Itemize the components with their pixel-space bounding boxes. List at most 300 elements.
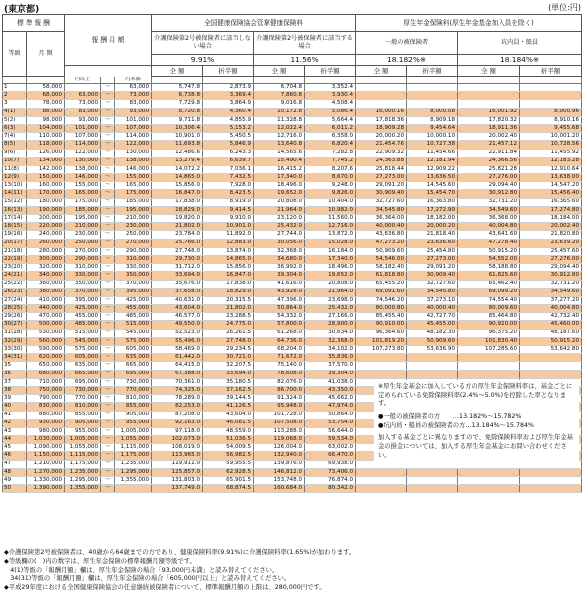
pension-full-cell: 18,909.28	[356, 124, 407, 132]
tilde-cell: ～	[101, 264, 115, 272]
note-text-1: ※厚生年金基金に加入している方の厚生年金保険料率は、基金ごとに定められている免除保険料率(2.4%～5.0%)を控除した率となります。	[378, 383, 573, 408]
mine-full-cell: 18,911.36	[458, 124, 520, 132]
grade-cell: 11(8)	[3, 165, 27, 173]
health-full-cell: 17,838.0	[152, 198, 203, 206]
tilde-cell: ～	[101, 321, 115, 329]
tilde-cell: ～	[101, 354, 115, 362]
grade-cell: 15(12)	[3, 198, 27, 206]
remun-upper-cell: 350,000	[115, 272, 152, 280]
tilde-cell: ～	[101, 92, 115, 100]
remun-upper-cell	[115, 485, 152, 493]
remun-lower-cell: 83,000	[65, 108, 101, 116]
table-row	[3, 100, 582, 108]
health-full-cell: 61,442.0	[152, 354, 203, 362]
grade-cell: 30(27)	[3, 321, 27, 329]
full-amount-header: 全 額	[152, 66, 203, 77]
table-row	[3, 149, 582, 157]
remun-lower-cell: 730,000	[65, 386, 101, 394]
std-monthly-cell: 440,000	[27, 305, 65, 313]
mine-half-cell: 17,274.80	[520, 206, 582, 214]
grade-cell: 46	[3, 452, 27, 460]
table-row	[3, 198, 582, 206]
health-care-half-cell: 56,644.0	[305, 427, 356, 435]
std-monthly-cell: 560,000	[27, 337, 65, 345]
remun-lower-cell: 370,000	[65, 288, 101, 296]
health-care-full-cell: 7,860.8	[254, 92, 305, 100]
health-half-cell: 3,864.9	[203, 100, 254, 108]
tilde-cell: ～	[101, 133, 115, 141]
grade-cell: 50	[3, 485, 27, 493]
health-insurance-header: 全国健康保険協会管掌健康保険料	[152, 15, 356, 32]
remun-upper-cell: 905,000	[115, 411, 152, 419]
std-monthly-cell: 110,000	[27, 133, 65, 141]
grade-cell: 39	[3, 395, 27, 403]
tilde-cell: ～	[101, 477, 115, 485]
remun-upper-cell: 515,000	[115, 321, 152, 329]
grade-cell: 5(2)	[3, 116, 27, 124]
health-care-full-cell: 34,680.0	[254, 255, 305, 263]
tilde-cell: ～	[101, 436, 115, 444]
std-monthly-cell: 320,000	[27, 264, 65, 272]
health-full-cell: 13,279.4	[152, 157, 203, 165]
std-monthly-cell: 160,000	[27, 182, 65, 190]
table-row	[3, 321, 582, 329]
full-half-row	[3, 66, 582, 77]
health-half-cell: 6,639.7	[203, 157, 254, 165]
remun-lower-cell: 73,000	[65, 100, 101, 108]
remun-upper-cell: 230,000	[115, 223, 152, 231]
health-half-cell: 27,748.0	[203, 337, 254, 345]
remun-upper-cell: 122,000	[115, 141, 152, 149]
remun-upper-cell: 545,000	[115, 329, 152, 337]
tilde-cell: ～	[101, 239, 115, 247]
table-row	[3, 313, 582, 321]
mine-half-cell: 16,365.60	[520, 198, 582, 206]
mine-half-cell: 12,183.28	[520, 157, 582, 165]
grade-cell: 22(19)	[3, 255, 27, 263]
grade-cell: 4(1)	[3, 108, 27, 116]
half-amount-header: 折半額	[407, 66, 458, 77]
remun-lower-cell: 155,000	[65, 182, 101, 190]
mine-full-cell: 27,276.00	[458, 174, 520, 182]
tilde-cell: ～	[101, 468, 115, 476]
std-monthly-cell: 1,150,000	[27, 452, 65, 460]
tilde-cell: ～	[101, 280, 115, 288]
tilde-cell: ～	[101, 346, 115, 354]
pension-half-cell	[407, 362, 458, 370]
health-care-half-cell: 50,864.0	[305, 411, 356, 419]
mine-half-cell: 10,728.56	[520, 141, 582, 149]
tilde-cell: ～	[101, 247, 115, 255]
pension-full-cell: 24,363.88	[356, 157, 407, 165]
health-half-cell: 4,360.4	[203, 108, 254, 116]
health-care-full-cell: 153,748.0	[254, 477, 305, 485]
health-care-full-cell: 21,964.0	[254, 206, 305, 214]
grade-cell: 25(22)	[3, 280, 27, 288]
health-full-cell: 10,306.4	[152, 124, 203, 132]
remun-lower-cell: 230,000	[65, 231, 101, 239]
health-care-half-cell: 11,560.0	[305, 215, 356, 223]
remun-upper-cell: 290,000	[115, 247, 152, 255]
remun-lower-cell: 810,000	[65, 403, 101, 411]
remun-lower-cell: 545,000	[65, 337, 101, 345]
remun-lower-cell: 185,000	[65, 206, 101, 214]
health-half-cell: 18,829.0	[203, 288, 254, 296]
health-care-half-cell: 3,930.4	[305, 92, 356, 100]
pension-half-cell: 53,636.90	[407, 346, 458, 354]
health-care-full-cell: 75,140.0	[254, 362, 305, 370]
health-full-cell: 31,712.0	[152, 264, 203, 272]
remun-upper-cell: 130,000	[115, 149, 152, 157]
mine-full-cell: 21,457.12	[458, 141, 520, 149]
health-care-full-cell: 13,640.8	[254, 141, 305, 149]
tilde-cell: ～	[101, 288, 115, 296]
tilde-cell: ～	[101, 157, 115, 165]
health-half-cell: 23,288.5	[203, 313, 254, 321]
health-care-half-cell: 8,207.6	[305, 165, 356, 173]
mine-half-cell: 25,457.60	[520, 247, 582, 255]
monthly-amount-header: 月 額	[27, 32, 65, 77]
table-row	[3, 108, 582, 116]
health-full-cell: 10,901.0	[152, 133, 203, 141]
remun-upper-cell: 83,000	[115, 100, 152, 108]
tilde-cell: ～	[101, 206, 115, 214]
pension-half-cell: 8,909.18	[407, 116, 458, 124]
mine-full-cell: 16,001.92	[458, 108, 520, 116]
health-full-cell: 102,073.0	[152, 436, 203, 444]
std-monthly-cell: 200,000	[27, 215, 65, 223]
tilde-cell: ～	[101, 272, 115, 280]
health-full-cell: 78,289.0	[152, 395, 203, 403]
remun-lower-cell: 515,000	[65, 329, 101, 337]
remun-lower-cell: 270,000	[65, 247, 101, 255]
remun-upper-cell: 107,000	[115, 124, 152, 132]
table-row	[3, 485, 582, 493]
health-care-half-cell: 43,350.0	[305, 386, 356, 394]
table-row	[3, 280, 582, 288]
health-full-cell: 12,486.6	[152, 149, 203, 157]
health-care-half-cell: 18,496.0	[305, 264, 356, 272]
pension-fund-note	[374, 380, 579, 468]
health-care-half-cell: 69,938.0	[305, 460, 356, 468]
remun-upper-cell: 73,000	[115, 92, 152, 100]
mine-half-cell: 53,642.80	[520, 346, 582, 354]
health-care-full-cell: 10,172.8	[254, 108, 305, 116]
tilde-cell: ～	[101, 182, 115, 190]
grade-cell: 19(16)	[3, 231, 27, 239]
std-monthly-cell: 98,000	[27, 116, 65, 124]
remun-upper-cell: 955,000	[115, 419, 152, 427]
health-care-full-cell: 61,268.0	[254, 329, 305, 337]
health-full-cell: 25,766.0	[152, 239, 203, 247]
grade-cell: 18(15)	[3, 223, 27, 231]
health-full-cell: 43,604.0	[152, 305, 203, 313]
grade-cell: 17(14)	[3, 215, 27, 223]
tilde-cell: ～	[101, 190, 115, 198]
grade-cell: 24(21)	[3, 272, 27, 280]
health-care-full-cell: 14,565.6	[254, 149, 305, 157]
health-half-cell: 65,901.5	[203, 477, 254, 485]
health-full-cell: 5,747.8	[152, 84, 203, 92]
mine-full-cell	[458, 477, 520, 485]
tilde-cell: ～	[101, 395, 115, 403]
table-row	[3, 247, 582, 255]
mine-full-cell: 25,821.28	[458, 165, 520, 173]
mine-half-cell	[520, 362, 582, 370]
table-row	[3, 477, 582, 485]
health-care-full-cell: 54,332.0	[254, 313, 305, 321]
std-monthly-cell: 126,000	[27, 149, 65, 157]
pension-half-cell: 45,455.00	[407, 321, 458, 329]
std-monthly-cell: 590,000	[27, 346, 65, 354]
pension-half-cell: 32,727.60	[407, 280, 458, 288]
tilde-cell: ～	[101, 362, 115, 370]
grade-cell: 26(23)	[3, 288, 27, 296]
remun-upper-cell: 270,000	[115, 239, 152, 247]
table-row	[3, 239, 582, 247]
health-care-half-cell: 6,011.2	[305, 124, 356, 132]
remun-lower-cell: 855,000	[65, 411, 101, 419]
table-row	[3, 370, 582, 378]
pension-full-cell: 22,909.32	[356, 149, 407, 157]
health-half-cell: 16,847.0	[203, 272, 254, 280]
std-monthly-cell: 360,000	[27, 280, 65, 288]
health-care-half-cell: 34,102.0	[305, 346, 356, 354]
health-care-full-cell: 15,490.4	[254, 157, 305, 165]
remun-upper-cell: 310,000	[115, 255, 152, 263]
health-care-half-cell: 66,470.0	[305, 452, 356, 460]
remun-lower-cell: 101,000	[65, 124, 101, 132]
mine-full-cell: 50,915.20	[458, 247, 520, 255]
pension-half-cell	[407, 485, 458, 493]
mine-half-cell: 34,549.60	[520, 288, 582, 296]
remun-upper-cell: 485,000	[115, 313, 152, 321]
rate-mine: 18.184%※	[458, 55, 582, 66]
mine-full-cell: 47,278.40	[458, 239, 520, 247]
pension-full-cell: 80,000.80	[356, 305, 407, 313]
remun-lower-cell: 955,000	[65, 427, 101, 435]
std-monthly-cell: 68,000	[27, 92, 65, 100]
std-monthly-cell: 500,000	[27, 321, 65, 329]
health-care-full-cell: 50,864.0	[254, 305, 305, 313]
table-row	[3, 231, 582, 239]
health-full-cell: 29,730.0	[152, 255, 203, 263]
health-full-cell: 108,019.0	[152, 444, 203, 452]
std-monthly-header: 標 準 報 酬	[3, 15, 65, 32]
health-half-cell: 33,694.0	[203, 370, 254, 378]
health-half-cell: 8,423.5	[203, 190, 254, 198]
pension-full-cell: 27,273.00	[356, 174, 407, 182]
mine-half-cell: 29,094.40	[520, 264, 582, 272]
remun-upper-cell: 330,000	[115, 264, 152, 272]
mine-half-cell	[520, 468, 582, 476]
health-half-cell: 2,873.9	[203, 84, 254, 92]
mine-full-cell: 20,002.40	[458, 133, 520, 141]
health-half-cell: 62,928.5	[203, 468, 254, 476]
health-full-cell: 21,802.0	[152, 223, 203, 231]
pension-half-cell	[407, 92, 458, 100]
pension-full-cell	[356, 84, 407, 92]
table-row	[3, 206, 582, 214]
health-half-cell: 39,144.5	[203, 395, 254, 403]
remun-lower-cell: 130,000	[65, 157, 101, 165]
pension-half-cell: 17,272.90	[407, 206, 458, 214]
health-care-half-cell: 41,038.0	[305, 378, 356, 386]
under-label: 円未満	[115, 77, 152, 84]
mine-half-cell: 21,820.80	[520, 231, 582, 239]
pension-half-cell	[407, 468, 458, 476]
footnote: ◆等級欄の( )内の数字は、厚生年金保険の標準報酬月額等級です。	[4, 557, 196, 565]
pension-full-cell: 43,636.80	[356, 231, 407, 239]
grade-cell: 49	[3, 477, 27, 485]
remun-lower-cell: 175,000	[65, 198, 101, 206]
mine-full-cell: 58,188.80	[458, 264, 520, 272]
health-care-half-cell: 28,900.0	[305, 321, 356, 329]
table-row	[3, 337, 582, 345]
remun-lower-cell: 210,000	[65, 223, 101, 231]
mine-full-cell: 96,375.20	[458, 329, 520, 337]
health-care-full-cell: 6,704.8	[254, 84, 305, 92]
health-half-cell: 46,081.5	[203, 419, 254, 427]
health-full-cell: 67,388.0	[152, 370, 203, 378]
full-amount-header: 全 額	[458, 66, 520, 77]
table-row	[3, 329, 582, 337]
health-full-cell: 16,847.0	[152, 190, 203, 198]
remun-lower-cell: 455,000	[65, 313, 101, 321]
pension-half-cell: 10,000.10	[407, 133, 458, 141]
pension-full-cell: 107,273.80	[356, 346, 407, 354]
grade-cell: 45	[3, 444, 27, 452]
health-care-half-cell: 9,826.0	[305, 190, 356, 198]
remun-lower-cell: 1,175,000	[65, 460, 101, 468]
health-care-half-cell: 53,754.0	[305, 419, 356, 427]
pension-half-cell	[407, 354, 458, 362]
mine-full-cell: 22,911.84	[458, 149, 520, 157]
mine-full-cell: 69,099.20	[458, 288, 520, 296]
table-row	[3, 116, 582, 124]
health-care-full-cell: 19,652.0	[254, 190, 305, 198]
footnote: ◆介護保険第2号被保険者は、40歳から64歳までの方であり、健康保険料率(9.91%)に介護保険料率(1.65%)が加わります。	[4, 549, 356, 556]
pension-full-cell	[356, 362, 407, 370]
health-half-cell: 48,559.0	[203, 427, 254, 435]
health-half-cell: 5,450.5	[203, 133, 254, 141]
remun-lower-cell: 350,000	[65, 280, 101, 288]
health-full-cell: 6,738.8	[152, 92, 203, 100]
remun-lower-cell: 107,000	[65, 133, 101, 141]
grade-cell: 31(28)	[3, 329, 27, 337]
mine-full-cell: 54,552.00	[458, 255, 520, 263]
pension-half-cell: 13,636.50	[407, 174, 458, 182]
pension-half-cell: 42,727.70	[407, 313, 458, 321]
remun-upper-cell: 93,000	[115, 108, 152, 116]
footnote: 4(1)等級の「報酬月額」欄は、厚生年金保険の場合「93,000円未満」と読み替えてください。	[4, 566, 279, 574]
health-care-half-cell: 9,248.0	[305, 182, 356, 190]
pension-general-header: 一般の被保険者	[356, 32, 458, 55]
remun-upper-cell: 250,000	[115, 231, 152, 239]
remun-lower-cell: 1,115,000	[65, 452, 101, 460]
health-care-half-cell: 16,184.0	[305, 247, 356, 255]
health-care-half-cell: 47,974.0	[305, 403, 356, 411]
health-half-cell: 35,180.5	[203, 378, 254, 386]
health-half-cell: 21,802.0	[203, 305, 254, 313]
health-care-full-cell: 126,004.0	[254, 444, 305, 452]
remun-lower-cell: 138,000	[65, 165, 101, 173]
grade-cell: 29(26)	[3, 313, 27, 321]
std-monthly-cell: 240,000	[27, 231, 65, 239]
health-care-full-cell: 113,288.0	[254, 427, 305, 435]
grade-cell: 8(5)	[3, 141, 27, 149]
health-half-cell: 29,234.5	[203, 346, 254, 354]
health-care-full-cell: 20,808.0	[254, 198, 305, 206]
pension-half-cell	[407, 84, 458, 92]
mine-full-cell: 74,554.40	[458, 296, 520, 304]
health-care-full-cell: 86,700.0	[254, 386, 305, 394]
std-monthly-cell: 170,000	[27, 190, 65, 198]
tilde-cell: ～	[101, 215, 115, 223]
pension-full-cell: 90,910.00	[356, 321, 407, 329]
remun-lower-cell: 1,005,000	[65, 436, 101, 444]
tilde-cell: ～	[101, 337, 115, 345]
tilde-cell: ～	[101, 411, 115, 419]
grade-cell: 10(7)	[3, 157, 27, 165]
mine-full-cell: 36,368.00	[458, 215, 520, 223]
mine-half-cell: 9,455.68	[520, 124, 582, 132]
remun-lower-cell: 122,000	[65, 149, 101, 157]
mine-half-cell: 48,187.60	[520, 329, 582, 337]
pension-half-cell: 27,273.00	[407, 255, 458, 263]
pension-half-cell: 16,363.80	[407, 198, 458, 206]
health-care-full-cell: 146,812.0	[254, 468, 305, 476]
health-full-cell: 137,749.0	[152, 485, 203, 493]
remun-upper-cell: 455,000	[115, 305, 152, 313]
health-half-cell: 24,775.0	[203, 321, 254, 329]
health-care-half-cell: 10,404.0	[305, 198, 356, 206]
remun-upper-cell: 175,000	[115, 190, 152, 198]
health-half-cell: 37,162.5	[203, 386, 254, 394]
remun-lower-cell: 575,000	[65, 346, 101, 354]
health-care-full-cell: 91,324.0	[254, 395, 305, 403]
pension-half-cell	[407, 477, 458, 485]
std-monthly-cell: 1,390,000	[27, 485, 65, 493]
health-care-full-cell: 71,672.0	[254, 354, 305, 362]
grade-cell: 37	[3, 378, 27, 386]
tilde-cell: ～	[101, 427, 115, 435]
pension-half-cell: 23,636.60	[407, 239, 458, 247]
grade-cell: 16(13)	[3, 206, 27, 214]
health-care-full-cell: 95,948.0	[254, 403, 305, 411]
table-row	[3, 305, 582, 313]
health-half-cell: 13,874.0	[203, 247, 254, 255]
table-row	[3, 174, 582, 182]
health-care-half-cell: 35,836.0	[305, 354, 356, 362]
grade-cell: 48	[3, 468, 27, 476]
mine-full-cell	[458, 485, 520, 493]
mine-full-cell: 30,912.80	[458, 190, 520, 198]
remun-lower-cell: 425,000	[65, 305, 101, 313]
health-half-cell: 51,036.5	[203, 436, 254, 444]
health-full-cell: 131,803.0	[152, 477, 203, 485]
health-care-half-cell: 12,716.0	[305, 223, 356, 231]
pension-mine-header: 坑内員・船員	[458, 32, 582, 55]
std-monthly-cell: 410,000	[27, 296, 65, 304]
health-full-cell: 49,550.0	[152, 321, 203, 329]
health-care-full-cell: 30,056.0	[254, 239, 305, 247]
mine-full-cell	[458, 468, 520, 476]
pension-full-cell: 25,818.44	[356, 165, 407, 173]
unit-label: (単位:円)	[548, 3, 581, 12]
mine-full-cell: 43,641.60	[458, 231, 520, 239]
mine-full-cell: 17,820.32	[458, 116, 520, 124]
